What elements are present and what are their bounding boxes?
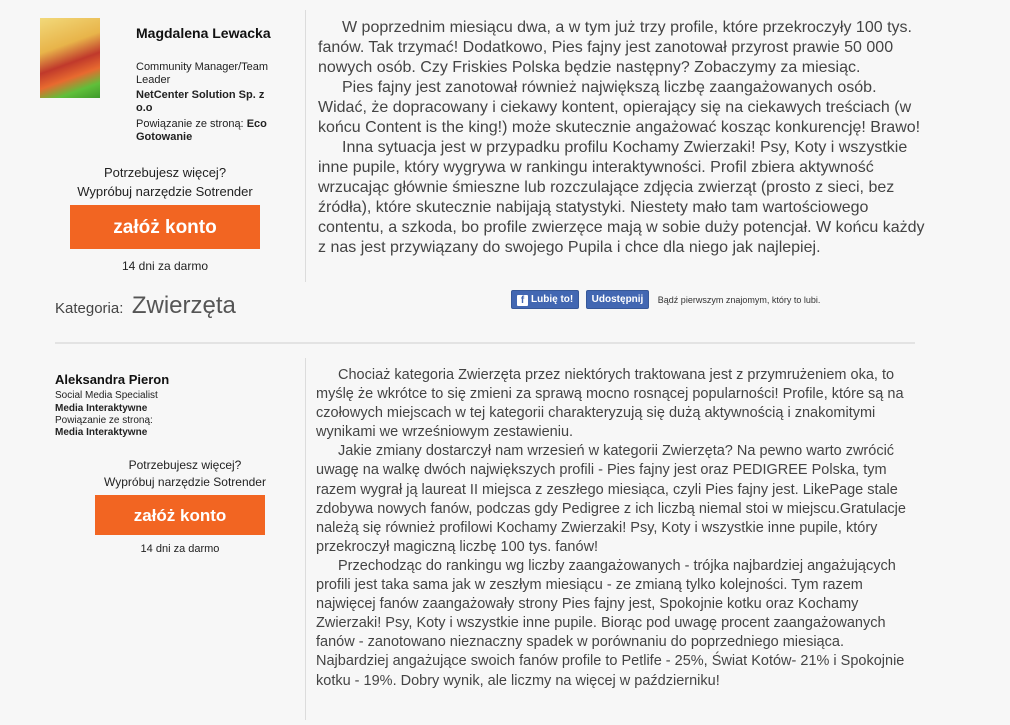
cta-line1: Potrzebujesz więcej? — [128, 458, 242, 472]
facebook-like-text: Bądź pierwszym znajomym, który to lubi. — [657, 294, 821, 305]
facebook-social-bar — [511, 290, 820, 309]
create-account-button[interactable]: załóż konto — [95, 495, 265, 535]
page-relation — [136, 118, 286, 144]
author-company: Media Interaktywne — [55, 403, 148, 414]
category-label: Kategoria: — [55, 300, 124, 317]
author-name: Aleksandra Pieron — [55, 372, 170, 387]
cta-line1: Potrzebujesz więcej? — [103, 165, 227, 180]
post-body — [316, 366, 914, 691]
relation-label: Powiązanie ze stroną: — [136, 118, 244, 130]
facebook-share-button[interactable]: Udostępnij — [586, 290, 650, 309]
author-avatar — [40, 18, 100, 98]
like-label: Lubię to! — [531, 294, 574, 305]
cta-line2: Wypróbuj narzędzie Sotrender — [77, 184, 253, 199]
divider-vertical — [305, 10, 306, 282]
post-paragraph: Przechodząc do rankingu wg liczby zaangażowanych - trójka najbardziej angażujących profili jest taka sama jak w zeszłym miesiącu - ze zmianą tylko kolejności. Tym razem najwięcej fanów zaangażowały strony Pies fajny jest, Spokojnie kotku oraz Kochamy Zwierzaki! Psy, Koty i wszystkie inne pupile. Biorąc pod uwagę procent zaangażowanych fanów - zanotowano nieznaczny spadek w porównaniu do poprzedniego miesiąca. Najbardziej angażujące swoich fanów profile to Petlife - 25%, Świat Kotów- 21% i Spokojnie kotku - 19%. Dobry wynik, ale liczmy na więcej w październiku! — [316, 557, 905, 689]
facebook-like-button[interactable] — [511, 290, 579, 309]
post-paragraph: Jakie zmiany dostarczył nam wrzesień w kategorii Zwierzęta? Na pewno warto zwrócić uwagę na walkę dwóch największych profili - Pies fajny jest oraz PEDIGREE Polska, tym razem wygrał ją laureat II miejsca z zeszłego miesiąca, czyli Pies fajny jest. LikePage stale zdobywa nowych fanów, podczas gdy Pedigree z ich liczbą niemal stoi w miejscu.Gratulacje należą się również profilowi Kochamy Zwierzaki! Psy, Koty i wszystkie inne pupile, który przekroczył magiczną liczbę 100 tys. fanów! — [316, 443, 906, 555]
author-company: NetCenter Solution Sp. z o.o — [136, 89, 265, 114]
create-account-button[interactable]: załóż konto — [70, 205, 260, 249]
relation-label: Powiązanie ze stroną: — [55, 415, 153, 426]
cta-text — [60, 163, 270, 201]
post-body — [318, 18, 928, 258]
author-name: Magdalena Lewacka — [136, 25, 271, 41]
post-paragraph: W poprzednim miesiącu dwa, a w tym już trzy profile, które przekroczyły 100 tys. fanów. Tak trzymać! Dodatkowo, Pies fajny jest zanotował przyrost prawie 50 000 nowych osób. Czy Friskies Polska będzie następny? Zobaczymy za miesiąc. — [318, 19, 912, 76]
author-role: Social Media Specialist — [55, 390, 158, 401]
facebook-icon: f — [517, 295, 528, 306]
cta-line2: Wypróbuj narzędzie Sotrender — [104, 475, 266, 489]
divider-vertical — [305, 358, 306, 720]
trial-text: 14 dni za darmo — [121, 259, 209, 273]
post-paragraph: Pies fajny jest zanotował również największą liczbę zaangażowanych osób. Widać, że dopracowany i ciekawy kontent, opierający się na ciekawych treściach (w końcu Content is the king!) może skutecznie angażować kosząc konkurencję! Brawo! — [318, 79, 921, 136]
category — [55, 292, 236, 320]
trial-text: 14 dni za darmo — [140, 543, 220, 555]
post-paragraph: Inna sytuacja jest w przypadku profilu Kochamy Zwierzaki! Psy, Koty i wszystkie inne pupile, który wygrywa w rankingu interaktywności. Profil zbiera aktywność wrzucając głównie śmieszne lub rozczulające zdjęcia zwierząt (prosto z sieci, bez źródła), które skutecznie nabijają statystyki. Niestety mało tam wartościowego contentu, a szkoda, bo profile zwierzęce mają w sobie duży potencjał. W końcu każdy z nas jest przywiązany do swojego Pupila i chce dla niego jak najlepiej. — [318, 139, 925, 256]
cta-text — [80, 457, 290, 491]
post-paragraph: Chociaż kategoria Zwierzęta przez niektórych traktowana jest z przymrużeniem oka, to myślę że wkrótce to się zmieni za sprawą mocno rosnącej popularności! Profile, które są na czołowych miejscach w tej kategorii charakteryzują się dużą aktywnością i znakomitymi wynikami we wrześniowym zestawieniu. — [316, 367, 904, 441]
relation-value: Eco Gotowanie — [136, 118, 267, 143]
divider-horizontal — [55, 342, 915, 344]
relation-value: Media Interaktywne — [55, 427, 148, 438]
author-role: Community Manager/Team Leader — [136, 61, 269, 86]
category-link[interactable]: Zwierzęta — [131, 292, 236, 319]
